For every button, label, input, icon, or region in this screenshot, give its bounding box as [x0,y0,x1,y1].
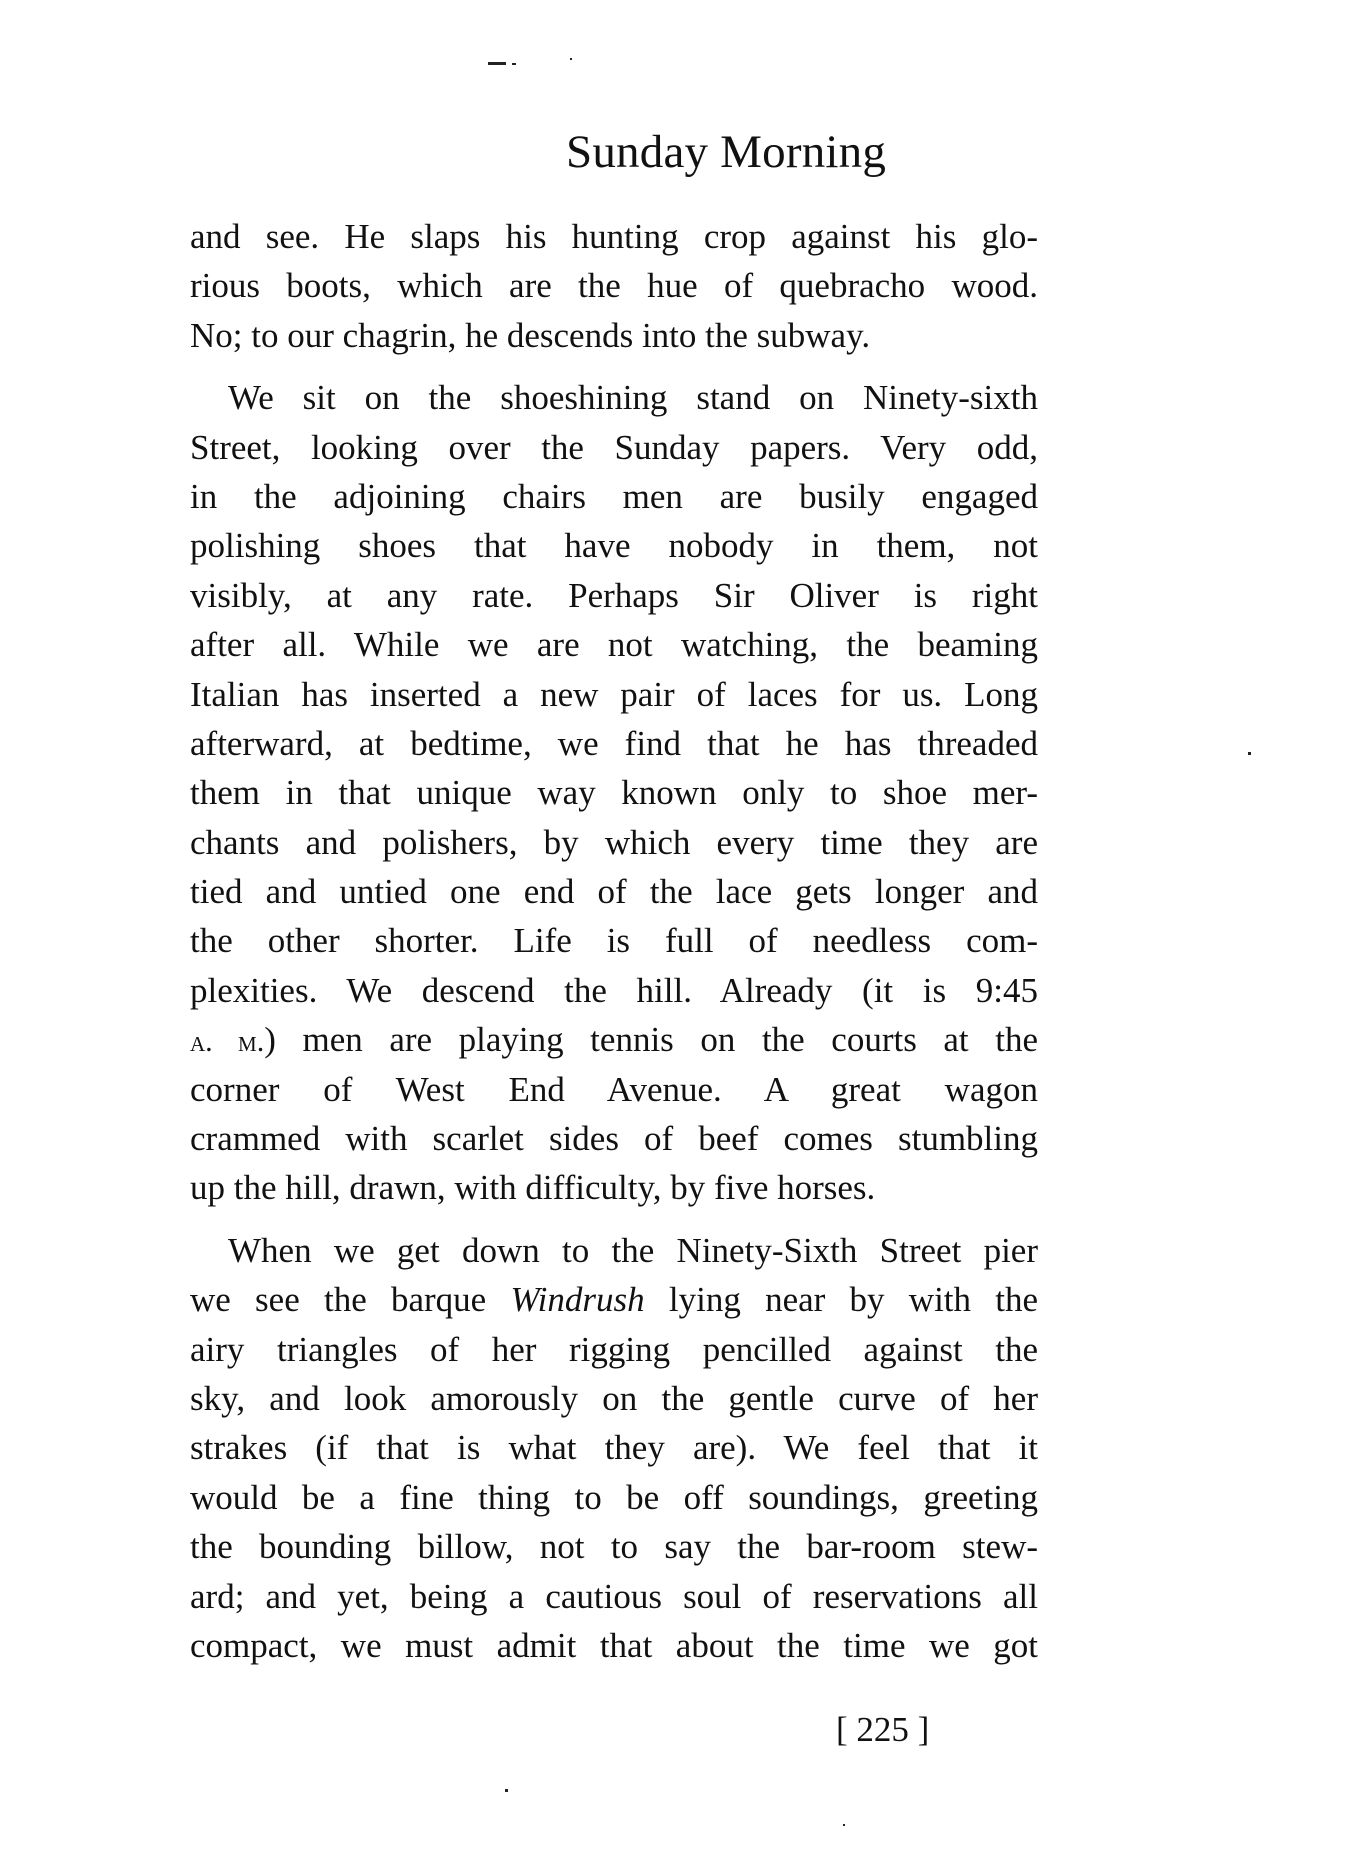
text-line [190,212,1038,261]
text-line [190,867,1038,916]
italic-text: Windrush [510,1280,645,1320]
text-segment: them in that unique way known only to shoe mer- [190,773,1038,813]
text-segment: plexities. We descend the hill. Already (it is 9:45 [190,970,1038,1010]
paragraph [190,1226,1038,1671]
text-segment: would be a fine thing to be off soundings, greeting [190,1477,1038,1517]
scan-speck [1248,752,1251,755]
text-segment: When we get down to the Ninety-Sixth Street pier [228,1230,1038,1270]
text-line [190,818,1038,867]
page-number: [ 225 ] [836,1710,930,1749]
text-segment: afterward, at bedtime, we find that he has threaded [190,723,1038,763]
text-segment: rious boots, which are the hue of quebracho wood. [190,266,1038,306]
scan-speck [512,63,516,65]
running-head: Sunday Morning [566,126,887,178]
text-line [190,1065,1038,1114]
text-segment: ) men are playing tennis on the courts at the [264,1020,1038,1060]
text-line [190,1621,1038,1670]
scan-speck [570,58,572,60]
text-segment: in the adjoining chairs men are busily engaged [190,476,1038,516]
paragraph [190,373,1038,1213]
text-segment: and see. He slaps his hunting crop against his glo- [190,217,1038,256]
text-segment: compact, we must admit that about the time we got [190,1625,1038,1665]
text-segment: No; to our chagrin, he descends into the subway. [190,315,871,355]
text-line [190,1473,1038,1522]
text-line [190,311,1038,360]
text-segment: chants and polishers, by which every time they are [190,822,1038,862]
small-caps-text: a. m. [190,1024,265,1059]
text-line [190,719,1038,768]
text-segment: corner of West End Avenue. A great wagon [190,1069,1038,1109]
text-line [190,1226,1038,1275]
text-line [190,966,1038,1015]
text-line [190,521,1038,570]
text-line [190,670,1038,719]
text-segment: crammed with scarlet sides of beef comes stumbling [190,1119,1038,1159]
text-line [190,916,1038,965]
text-segment: Street, looking over the Sunday papers. Very odd, [190,427,1038,467]
text-segment: we see the barque [190,1280,511,1320]
text-line [190,1374,1038,1423]
text-line [190,261,1038,310]
text-segment: ard; and yet, being a cautious soul of reservations all [190,1576,1038,1616]
text-line [190,1275,1038,1324]
text-segment: sky, and look amorously on the gentle curve of her [190,1378,1038,1418]
text-line [190,1325,1038,1374]
text-segment: airy triangles of her rigging pencilled against the [190,1329,1038,1369]
text-segment: the bounding billow, not to say the bar-room stew- [190,1527,1038,1567]
text-segment: We sit on the shoeshining stand on Ninety-sixth [228,378,1038,418]
text-line [190,620,1038,669]
scan-speck [488,62,506,65]
text-segment: visibly, at any rate. Perhaps Sir Oliver is right [190,575,1038,615]
text-segment: Italian has inserted a new pair of laces for us. Long [190,674,1038,714]
text-line [190,1522,1038,1571]
text-line [190,1572,1038,1621]
text-segment: up the hill, drawn, with difficulty, by five horses. [190,1168,876,1208]
text-line [190,571,1038,620]
text-segment: lying near by with the [644,1280,1039,1320]
paragraph [190,212,1038,360]
text-segment: the other shorter. Life is full of needless com- [190,921,1038,961]
scan-speck [505,1789,508,1792]
text-line [190,1114,1038,1163]
text-segment: polishing shoes that have nobody in them, not [190,526,1038,566]
scan-speck [843,1824,845,1826]
text-segment: strakes (if that is what they are). We feel that it [190,1428,1038,1468]
body-text [190,212,1038,1670]
text-line [190,768,1038,817]
text-line [190,373,1038,422]
text-line [190,423,1038,472]
text-segment: tied and untied one end of the lace gets longer and [190,872,1038,912]
text-line [190,1423,1038,1472]
text-line [190,472,1038,521]
text-line [190,1015,1038,1064]
text-line [190,1163,1038,1212]
text-segment: after all. While we are not watching, the beaming [190,625,1038,665]
